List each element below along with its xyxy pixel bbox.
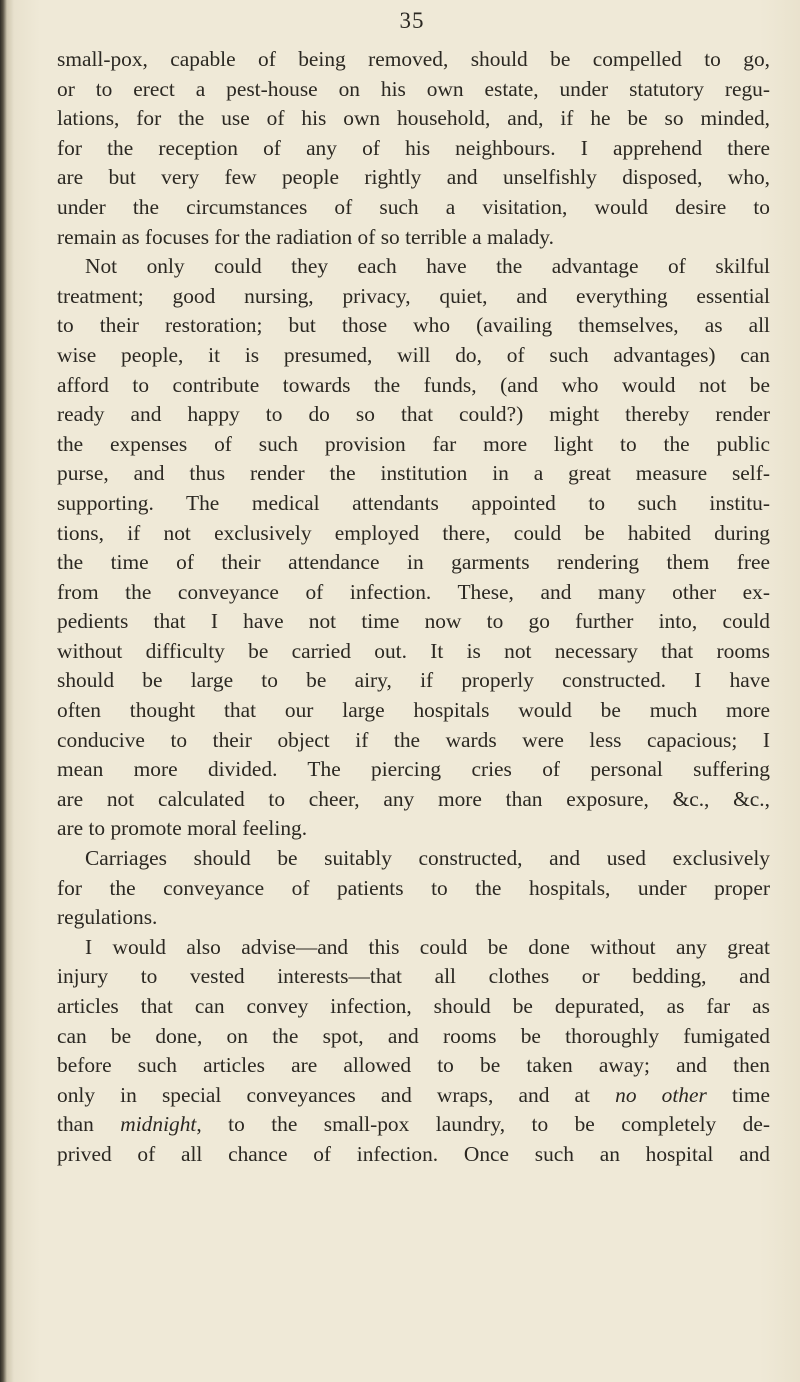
text-line: afford to contribute towards the funds, (and who would not be <box>57 372 770 397</box>
text-line: to their restoration; but those who (availing themselves, as all <box>57 313 770 338</box>
text-line: the time of their attendance in garments rendering them free <box>57 550 770 575</box>
text-line: Not only could they each have the advantage of skilful <box>85 254 770 279</box>
text-line: under the circumstances of such a visitation, would desire to <box>57 194 770 219</box>
text-line: or to erect a pest-house on his own estate, under statutory regu- <box>57 76 770 101</box>
text-segment: than <box>57 1112 94 1137</box>
text-line: before such articles are allowed to be taken away; and then <box>57 1053 770 1078</box>
text-line: ready and happy to do so that could?) might thereby render <box>57 402 770 427</box>
text-segment: only in special conveyances and wraps, and at <box>57 1082 590 1107</box>
text-line: are not calculated to cheer, any more than exposure, &c., &c., <box>57 786 770 811</box>
binding-edge <box>0 0 14 1382</box>
text-line: treatment; good nursing, privacy, quiet, and everything essential <box>57 283 770 308</box>
text-line: can be done, on the spot, and rooms be thoroughly fumigated <box>57 1023 770 1048</box>
text-line: mean more divided. The piercing cries of personal suffering <box>57 757 770 782</box>
text-line: regulations. <box>57 905 158 930</box>
text-line: lations, for the use of his own household, and, if he be so minded, <box>57 106 770 131</box>
text-line: pedients that I have not time now to go further into, could <box>57 609 770 634</box>
text-line: purse, and thus render the institution in a great measure self- <box>57 461 770 486</box>
text-segment: , to the small-pox laundry, to be completely de- <box>196 1112 770 1137</box>
text-line: articles that can convey infection, should be depurated, as far as <box>57 994 770 1018</box>
text-line-mixed <box>57 1081 770 1111</box>
text-line: injury to vested interests—that all clothes or bedding, and <box>57 964 770 989</box>
text-line: small-pox, capable of being removed, should be compelled to go, <box>57 47 770 71</box>
text-line: from the conveyance of infection. These, and many other ex- <box>57 579 770 604</box>
text-line: often thought that our large hospitals would be much more <box>57 698 770 723</box>
text-line-mixed <box>57 1110 770 1140</box>
text-line: conducive to their object if the wards were less capacious; I <box>57 727 770 752</box>
text-line: for the conveyance of patients to the hospitals, under proper <box>57 875 770 900</box>
text-line: are but very few people rightly and unselfishly disposed, who, <box>57 165 770 190</box>
text-line: tions, if not exclusively employed there, could be habited during <box>57 520 770 545</box>
text-line: the expenses of such provision far more light to the public <box>57 431 770 456</box>
body-text <box>57 45 770 1170</box>
text-line: I would also advise—and this could be done without any great <box>85 934 770 959</box>
text-line: supporting. The medical attendants appointed to such institu- <box>57 490 770 515</box>
page-number: 35 <box>399 8 425 33</box>
text-segment: time <box>731 1082 770 1107</box>
text-line: remain as focuses for the radiation of so terrible a malady. <box>57 224 554 249</box>
emphasis-no-other: no other <box>615 1082 707 1107</box>
text-line: wise people, it is presumed, will do, of such advantages) can <box>57 342 770 367</box>
text-line: are to promote moral feeling. <box>57 816 308 841</box>
text-line: should be large to be airy, if properly constructed. I have <box>57 668 770 693</box>
text-line: for the reception of any of his neighbours. I apprehend there <box>57 135 770 160</box>
emphasis-midnight: midnight <box>120 1112 197 1137</box>
text-line: Carriages should be suitably constructed, and used exclusively <box>85 846 770 871</box>
text-line: prived of all chance of infection. Once such an hospital and <box>57 1141 770 1166</box>
text-line: without difficulty be carried out. It is not necessary that rooms <box>57 638 770 663</box>
